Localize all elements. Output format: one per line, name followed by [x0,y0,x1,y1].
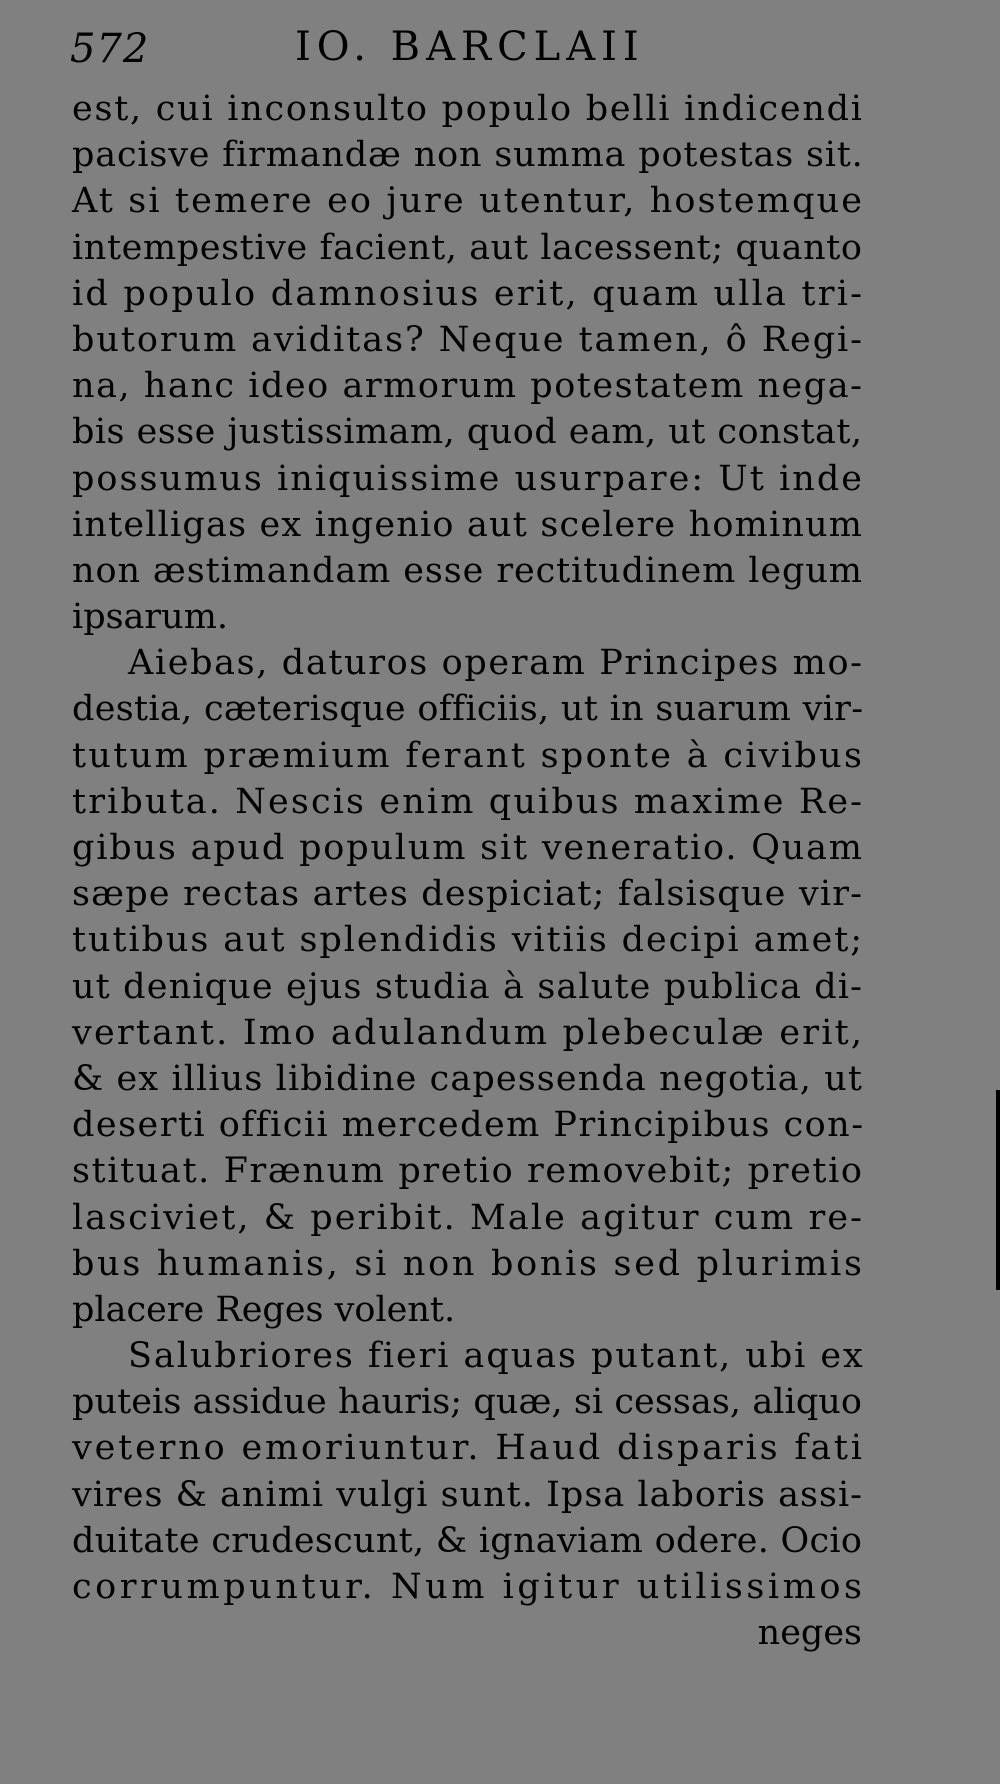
text-line: tutibus aut splendidis vitiis decipi amet; [72,920,864,961]
body-text [72,86,866,1656]
text-line: bus humanis, si non bonis sed plurimis [72,1243,865,1284]
page-header [70,20,870,80]
text-line: tutum præmium ferant sponte à civibus [72,735,865,776]
text-line: At si temere eo jure utentur, hostemque [72,181,865,222]
text-line: gibus apud populum sit veneratio. Quam [72,828,864,868]
text-line: possumus iniquissime usurpare: Ut inde [72,458,865,499]
text-line: corrumpuntur. Num igitur utilissimos [72,1567,866,1607]
text-line: sæpe rectas artes despiciat; falsisque vir- [72,874,864,915]
text-line: intelligas ex ingenio aut scelere hominum [72,504,864,545]
text-line: ut denique ejus studia à salute publica di- [72,966,864,1007]
text-line: vires & animi vulgi sunt. Ipsa laboris assi- [72,1474,864,1515]
text-line: placere Reges volent. [72,1289,456,1330]
text-line: destia, cæterisque officiis, ut in suarum vir- [72,689,864,730]
text-line: & ex illius libidine capessenda negotia, ut [72,1058,864,1099]
text-line: bis esse justissimam, quod eam, ut constat, [72,412,863,453]
text-line: vertant. Imo adulandum plebeculæ erit, [72,1012,865,1053]
text-line: non æstimandam esse rectitudinem legum [72,550,863,591]
text-line: veterno emoriuntur. Haud disparis fati [72,1428,865,1469]
text-line: butorum aviditas? Neque tamen, ô Regi- [72,319,864,360]
text-line: lasciviet, & peribit. Male agitur cum re- [72,1197,865,1238]
text-line: tributa. Nescis enim quibus maxime Re- [72,781,865,822]
page-number: 572 [70,26,150,72]
text-line: duitate crudescunt, & ignaviam odere. Ocio [72,1520,863,1561]
text-line: ipsarum. [72,597,229,638]
running-head: IO. BARCLAII [295,24,645,70]
text-line: pacisve firmandæ non summa potestas sit. [72,135,864,176]
text-line: id populo damnosius erit, quam ulla tri- [72,273,865,314]
text-line: intempestive facient, aut lacessent; quanto [72,227,863,268]
text-line: na, hanc ideo armorum potestatem nega- [72,366,864,407]
text-line: puteis assidue hauris; quæ, si cessas, aliquo [72,1382,863,1423]
text-line: est, cui inconsulto populo belli indicendi [72,89,864,129]
catchword: neges [757,1613,862,1654]
text-line: stituat. Frænum pretio removebit; pretio [72,1151,864,1192]
text-line: deserti officii mercedem Principibus con- [72,1105,865,1146]
paragraph-first-line: Aiebas, daturos operam Principes mo- [128,643,864,684]
paragraph-first-line: Salubriores fieri aquas putant, ubi ex [128,1336,865,1377]
page-edge-mark [996,1090,1000,1290]
